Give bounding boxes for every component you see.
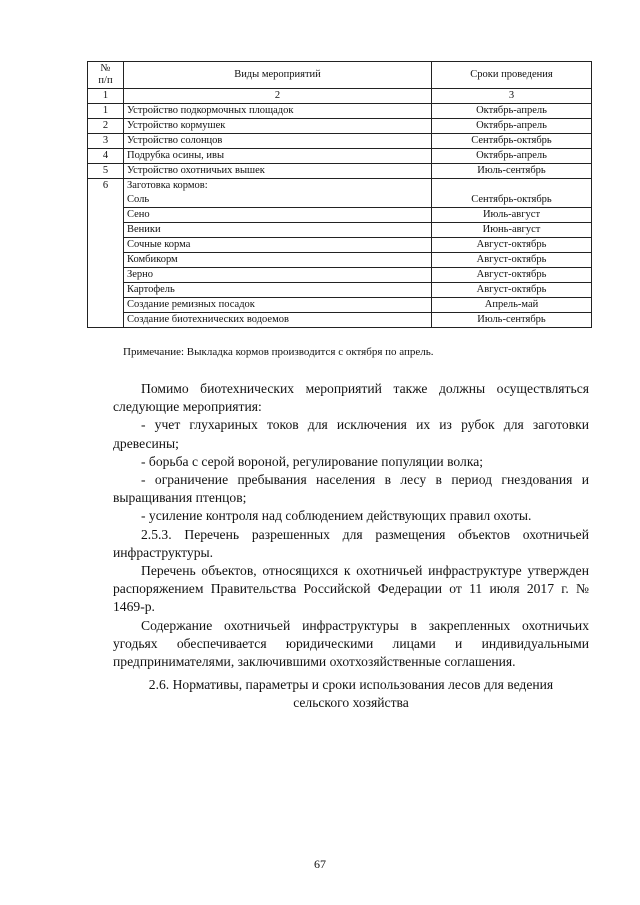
body-text: [113, 380, 589, 671]
row-num: 5: [88, 164, 124, 179]
index-cell: 1: [88, 89, 124, 104]
section-heading-2-6: [113, 676, 589, 712]
row-name: Устройство солонцов: [124, 134, 432, 149]
row-term: Октябрь-апрель: [432, 119, 592, 134]
header-num: № п/п: [88, 62, 124, 89]
row-term: Июль-сентябрь: [432, 313, 592, 328]
table-row: [88, 164, 592, 179]
table-row-group-feed: [88, 179, 592, 208]
row-num: 4: [88, 149, 124, 164]
group-first-item: Соль: [127, 194, 150, 205]
table-row: [88, 268, 592, 283]
table-row: [88, 283, 592, 298]
table-row: [88, 119, 592, 134]
index-cell: 3: [432, 89, 592, 104]
table-header-row: [88, 62, 592, 89]
paragraph: Помимо биотехнических мероприятий также должны осуществляться следующие мероприятия:: [113, 381, 589, 415]
row-term: Июнь-август: [432, 223, 592, 238]
table-note: Примечание: Выкладка кормов производится с октября по апрель.: [123, 346, 434, 358]
row-term: Август-октябрь: [432, 238, 592, 253]
row-name: Создание биотехнических водоемов: [124, 313, 432, 328]
row-term: Июль-сентябрь: [432, 164, 592, 179]
table-row: [88, 134, 592, 149]
events-table: [87, 61, 592, 328]
table-index-row: [88, 89, 592, 104]
header-name: Виды мероприятий: [124, 62, 432, 89]
table-row: [88, 104, 592, 119]
group-title: Заготовка кормов:: [127, 180, 208, 191]
row-term: Август-октябрь: [432, 283, 592, 298]
group-num: 6: [88, 179, 124, 328]
row-name: Устройство кормушек: [124, 119, 432, 134]
row-name: Зерно: [124, 268, 432, 283]
row-name: Устройство подкормочных площадок: [124, 104, 432, 119]
index-cell: 2: [124, 89, 432, 104]
row-name: Сено: [124, 208, 432, 223]
table-row: [88, 223, 592, 238]
heading-line: 2.6. Нормативы, параметры и сроки использования лесов для ведения: [148, 677, 554, 692]
page-number: 67: [314, 857, 326, 871]
section-title-2-5-3: 2.5.3. Перечень разрешенных для размещения объектов охотничьей инфраструктуры.: [113, 526, 589, 560]
row-term: Август-октябрь: [432, 268, 592, 283]
heading-line: сельского хозяйства: [293, 695, 409, 711]
bullet-item: - ограничение пребывания населения в лесу в период гнездования и выращивания птенцов;: [113, 472, 589, 506]
row-term: Апрель-май: [432, 298, 592, 313]
header-term: Сроки проведения: [432, 62, 592, 89]
row-name: Сочные корма: [124, 238, 432, 253]
table-row: [88, 313, 592, 328]
bullet-item: - усиление контроля над соблюдением действующих правил охоты.: [141, 508, 532, 524]
table-row: [88, 149, 592, 164]
row-name: Создание ремизных посадок: [124, 298, 432, 313]
row-term: Сентябрь-октябрь: [432, 134, 592, 149]
row-term: Октябрь-апрель: [432, 104, 592, 119]
table-row: [88, 253, 592, 268]
row-name: Веники: [124, 223, 432, 238]
row-term: Август-октябрь: [432, 253, 592, 268]
group-cell: [124, 179, 432, 208]
row-term: Июль-август: [432, 208, 592, 223]
table-row: [88, 298, 592, 313]
paragraph: Перечень объектов, относящихся к охотничьей инфраструктуре утвержден распоряжением Правительства Российской Федерации от 11 июля 2017 г. № 1469-р.: [113, 563, 589, 615]
paragraph: Содержание охотничьей инфраструктуры в закрепленных охотничьих угодьях обеспечивается юридическими лицами и индивидуальными предпринимателями, заключившими охотхозяйственные соглашения.: [113, 617, 589, 670]
bullet-item: - борьба с серой вороной, регулирование популяции волка;: [141, 453, 484, 469]
row-name: Устройство охотничьих вышек: [124, 164, 432, 179]
table-row: [88, 208, 592, 223]
row-num: 3: [88, 134, 124, 149]
row-num: 1: [88, 104, 124, 119]
row-term: Сентябрь-октябрь: [432, 179, 592, 208]
bullet-item: - учет глухариных токов для исключения их из рубок для заготовки древесины;: [113, 417, 589, 451]
row-name: Комбикорм: [124, 253, 432, 268]
row-name: Картофель: [124, 283, 432, 298]
row-term: Октябрь-апрель: [432, 149, 592, 164]
row-num: 2: [88, 119, 124, 134]
table-row: [88, 238, 592, 253]
row-name: Подрубка осины, ивы: [124, 149, 432, 164]
